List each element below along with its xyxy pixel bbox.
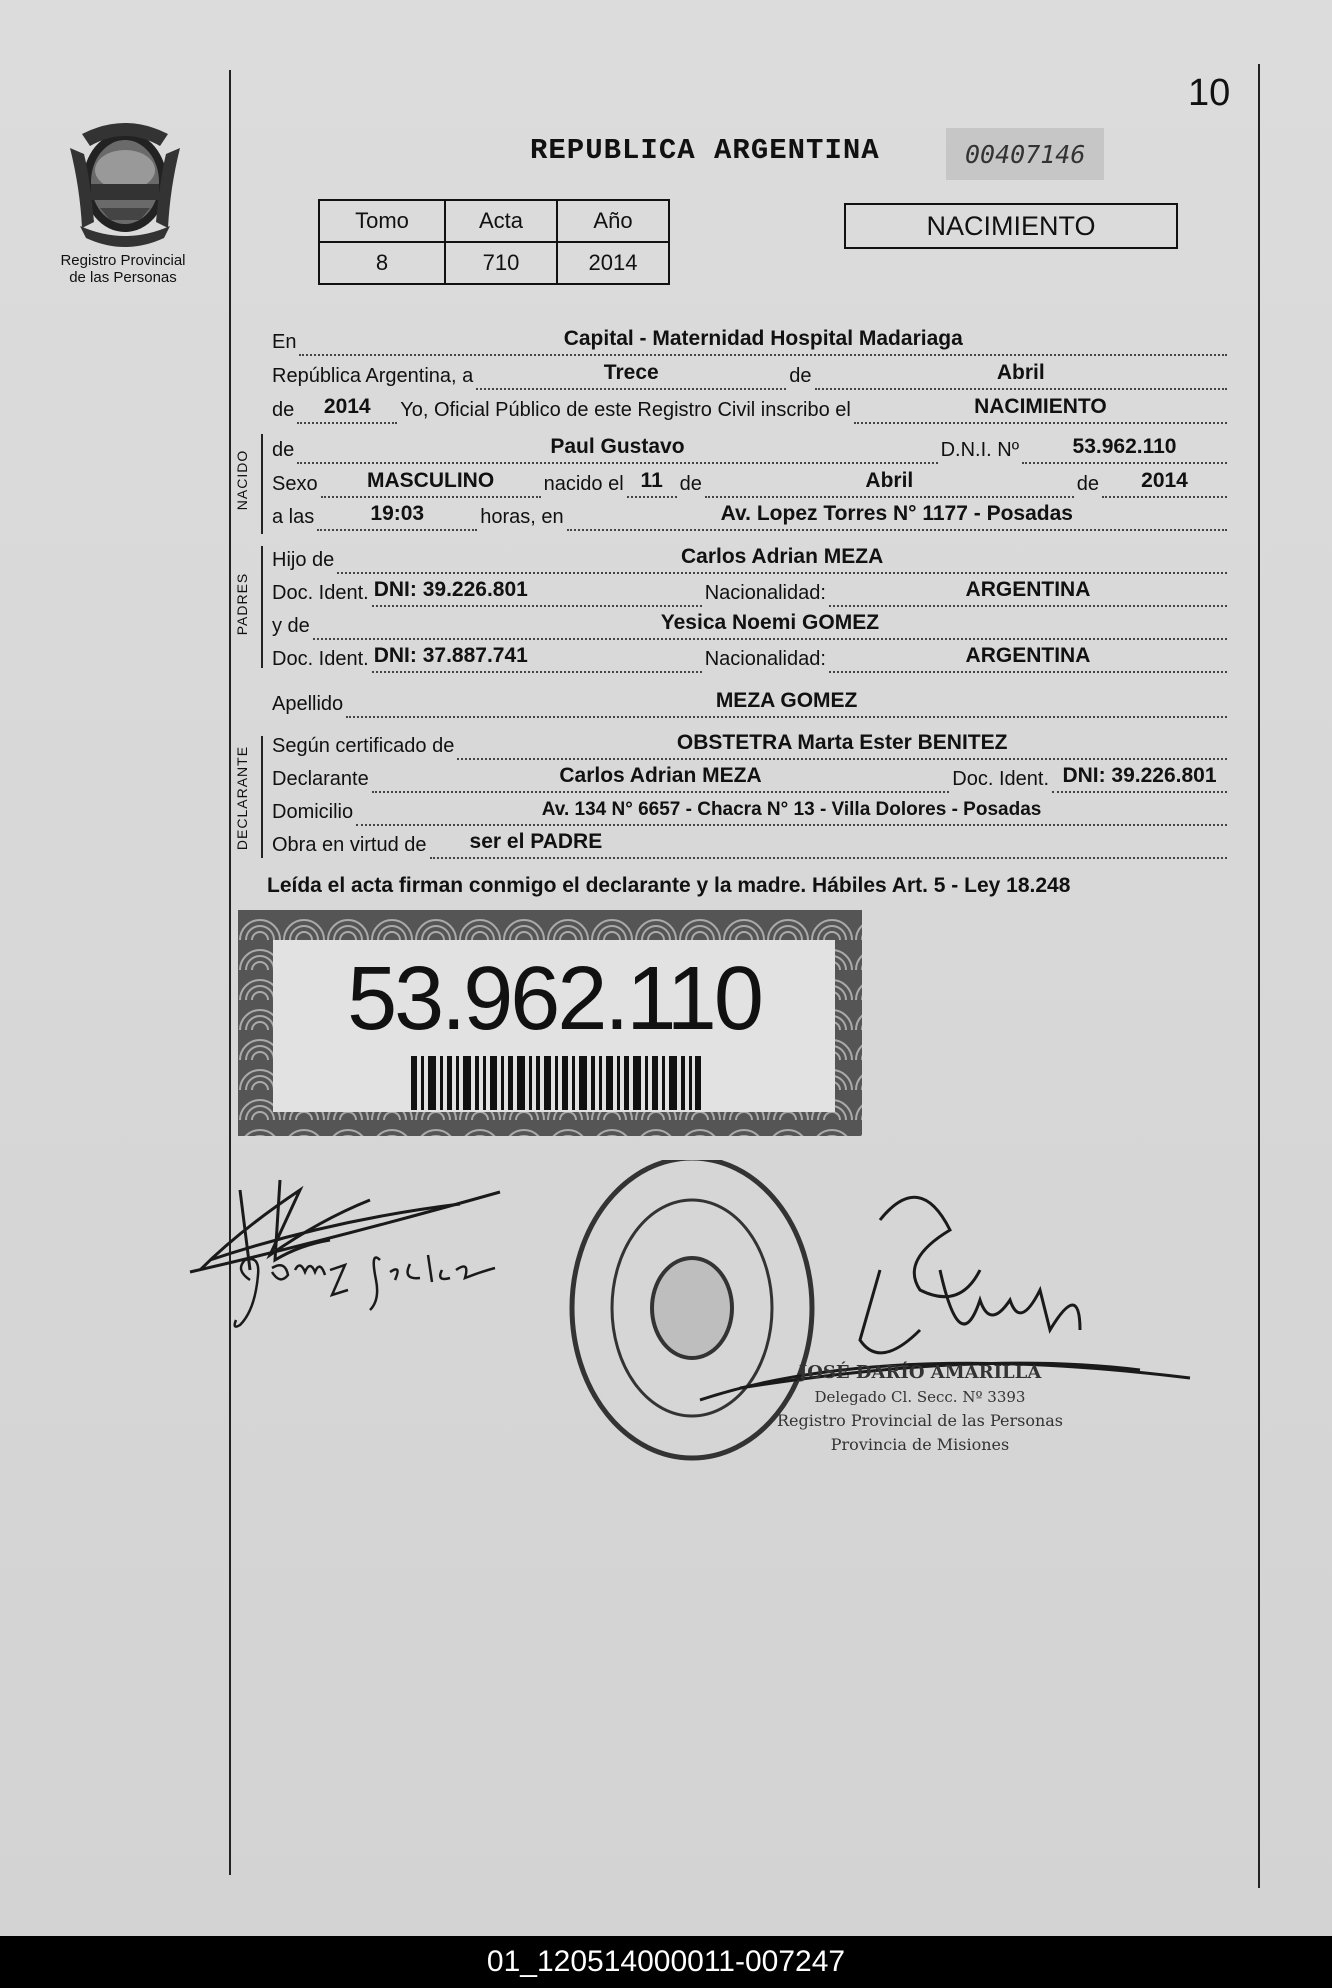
official-org: Registro Provincial de las Personas bbox=[776, 1411, 1064, 1430]
y-de-label: y de bbox=[272, 615, 310, 637]
nacido-bar bbox=[261, 434, 263, 534]
date-line bbox=[272, 362, 1230, 390]
declarant-signature bbox=[190, 1180, 500, 1272]
en-label: En bbox=[272, 331, 297, 353]
surname-value: MEZA GOMEZ bbox=[715, 689, 858, 712]
a-las-label: a las bbox=[272, 506, 315, 528]
child-name-value: Paul Gustavo bbox=[550, 435, 685, 458]
dni-sticker bbox=[238, 910, 862, 1136]
page-number: 10 bbox=[1188, 72, 1231, 114]
mother-doc-label: Doc. Ident. bbox=[272, 648, 369, 670]
signatures-area bbox=[180, 1160, 1220, 1480]
mother-line bbox=[272, 612, 1230, 640]
surname-line bbox=[272, 690, 1230, 718]
nacido-section-label: NACIDO bbox=[234, 449, 250, 511]
official-credit bbox=[777, 1360, 1063, 1454]
place-line bbox=[272, 328, 1230, 356]
certificate-label: Según certificado de bbox=[272, 735, 455, 757]
father-name-value: Carlos Adrian MEZA bbox=[681, 545, 884, 568]
sex-date-line bbox=[272, 470, 1230, 498]
father-line bbox=[272, 546, 1230, 574]
registry-caption-line1: Registro Provincial bbox=[60, 252, 186, 269]
nacido-label: nacido el bbox=[543, 473, 624, 495]
mother-name-value: Yesica Noemi GOMEZ bbox=[660, 611, 880, 634]
certificate-value: OBSTETRA Marta Ester BENITEZ bbox=[676, 731, 1008, 754]
registry-caption-line2: de las Personas bbox=[69, 269, 177, 286]
dni-label: D.N.I. Nº bbox=[940, 439, 1019, 461]
sexo-value: MASCULINO bbox=[367, 469, 495, 492]
padres-section-label: PADRES bbox=[234, 572, 250, 636]
reference-value-row bbox=[319, 242, 669, 284]
barcode bbox=[411, 1056, 701, 1110]
declarante-bar bbox=[261, 736, 263, 858]
sticker-dni-number: 53.962.110 bbox=[347, 949, 761, 1049]
domicilio-label: Domicilio bbox=[272, 801, 354, 823]
year-value: 2014 bbox=[323, 395, 371, 418]
place-value: Capital - Maternidad Hospital Madariaga bbox=[563, 327, 963, 350]
padres-bar bbox=[261, 546, 263, 668]
country-title: REPUBLICA ARGENTINA bbox=[530, 134, 880, 167]
mother-signature bbox=[235, 1255, 495, 1327]
mother-doc-value: DNI: 37.887.741 bbox=[373, 644, 528, 667]
de-label-2: de bbox=[679, 473, 702, 495]
address-line bbox=[272, 798, 1230, 826]
day-words-value: Trece bbox=[603, 361, 659, 384]
declarant-doc-value: DNI: 39.226.801 bbox=[1062, 764, 1217, 787]
reference-table bbox=[318, 199, 670, 285]
birth-time-value: 19:03 bbox=[370, 502, 425, 525]
sexo-label: Sexo bbox=[272, 473, 318, 495]
child-dni-value: 53.962.110 bbox=[1072, 435, 1177, 458]
reason-line bbox=[272, 831, 1230, 859]
birth-month-value: Abril bbox=[865, 469, 914, 492]
file-id-bar: 01_120514000011-007247 bbox=[0, 1936, 1332, 1988]
declarant-label: Declarante bbox=[272, 768, 369, 790]
de-name-label: de bbox=[272, 439, 295, 461]
horas-label: horas, en bbox=[480, 506, 564, 528]
declarant-line bbox=[272, 765, 1230, 793]
official-name: JOSÉ DARÍO AMARILLA bbox=[798, 1362, 1042, 1383]
statement-text: Yo, Oficial Público de este Registro Civil inscribo el bbox=[400, 399, 851, 421]
father-nationality-value: ARGENTINA bbox=[965, 578, 1091, 601]
serial-number: 00407146 bbox=[965, 140, 1086, 169]
tomo-value: 8 bbox=[319, 242, 445, 284]
de-label: de bbox=[789, 365, 812, 387]
apellido-label: Apellido bbox=[272, 693, 344, 715]
address-value: Av. 134 N° 6657 - Chacra N° 13 - Villa Dolores - Posadas bbox=[541, 799, 1042, 820]
tomo-header: Tomo bbox=[319, 200, 445, 242]
year-line bbox=[272, 396, 1230, 424]
declarant-value: Carlos Adrian MEZA bbox=[559, 764, 762, 787]
father-doc-value: DNI: 39.226.801 bbox=[373, 578, 528, 601]
hijo-label: Hijo de bbox=[272, 549, 335, 571]
mother-nationality-label: Nacionalidad: bbox=[704, 648, 826, 670]
obra-label: Obra en virtud de bbox=[272, 834, 427, 856]
reference-header-row bbox=[319, 200, 669, 242]
de-label-3: de bbox=[1076, 473, 1099, 495]
official-title: Delegado Cl. Secc. Nº 3393 bbox=[814, 1388, 1026, 1406]
acta-header: Acta bbox=[445, 200, 557, 242]
time-place-line bbox=[272, 503, 1230, 531]
mother-nationality-value: ARGENTINA bbox=[965, 644, 1091, 667]
registry-caption bbox=[40, 252, 206, 286]
sticker-label bbox=[273, 940, 835, 1112]
birth-year-value: 2014 bbox=[1141, 469, 1188, 492]
reason-value: ser el PADRE bbox=[469, 830, 603, 853]
mother-doc-line bbox=[272, 645, 1230, 673]
father-doc-line bbox=[272, 579, 1230, 607]
anio-value: 2014 bbox=[557, 242, 669, 284]
provincia-misiones-logo bbox=[60, 118, 190, 250]
country-label: República Argentina, a bbox=[272, 365, 474, 387]
anio-header: Año bbox=[557, 200, 669, 242]
month-value: Abril bbox=[996, 361, 1045, 384]
right-margin-line bbox=[1258, 64, 1260, 1888]
birth-day-value: 11 bbox=[640, 469, 663, 492]
acta-value: 710 bbox=[445, 242, 557, 284]
declarant-doc-label: Doc. Ident. bbox=[952, 768, 1049, 790]
official-province: Provincia de Misiones bbox=[830, 1435, 1010, 1454]
act-word-value: NACIMIENTO bbox=[974, 395, 1107, 418]
birth-address-value: Av. Lopez Torres N° 1177 - Posadas bbox=[720, 502, 1073, 525]
closing-note: Leída el acta firman conmigo el declarante y la madre. Hábiles Art. 5 - Ley 18.248 bbox=[267, 874, 1071, 897]
declarante-section-label: DECLARANTE bbox=[234, 745, 250, 851]
father-nationality-label: Nacionalidad: bbox=[704, 582, 826, 604]
left-margin-line bbox=[229, 70, 231, 1875]
child-name-line bbox=[272, 436, 1230, 464]
certificate-line bbox=[272, 732, 1230, 760]
act-type-box: NACIMIENTO bbox=[844, 203, 1178, 249]
father-doc-label: Doc. Ident. bbox=[272, 582, 369, 604]
de2-label: de bbox=[272, 399, 295, 421]
